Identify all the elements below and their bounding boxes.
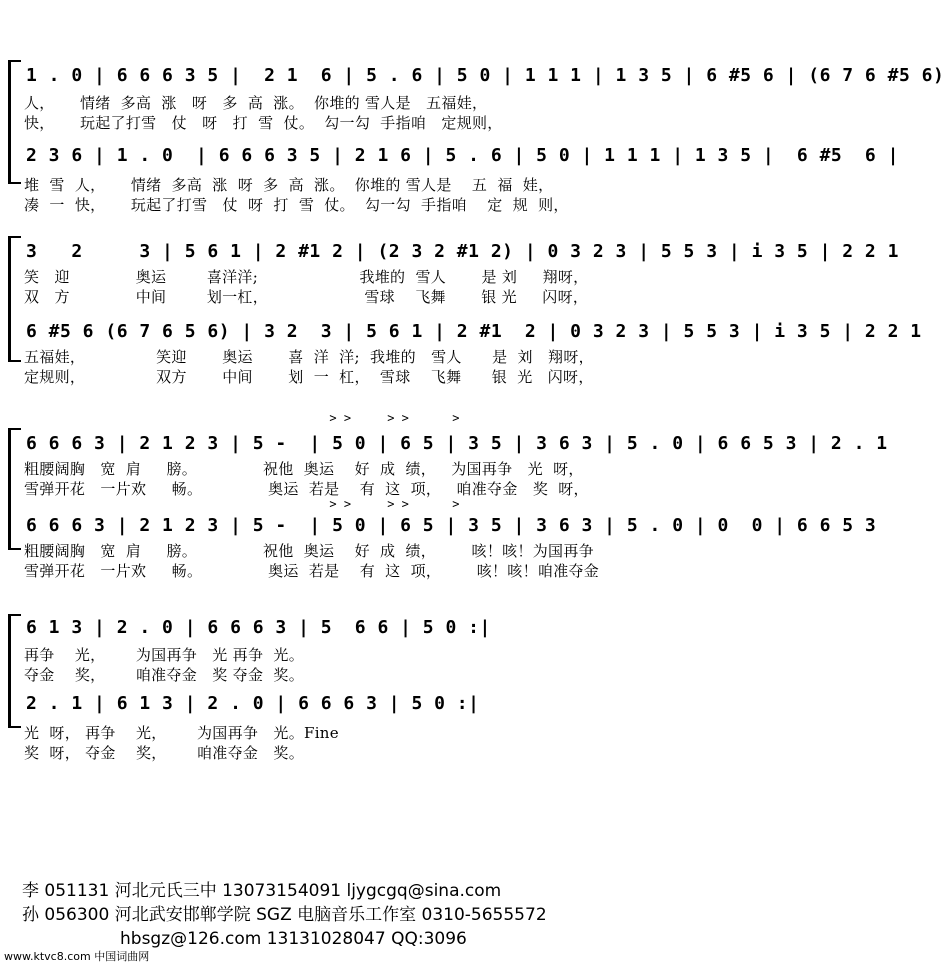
lyric-line-1: 光 呀， 再争 光， 为国再争 光。Fine	[24, 724, 339, 742]
system-bracket	[8, 428, 21, 550]
credit-line-2: 孙 056300 河北武安邯郸学院 SGZ 电脑音乐工作室 0310-5655572	[22, 905, 547, 925]
lyric-line-1: 五福娃， 笑迎 奥运 喜 洋 洋; 我堆的 雪人 是 刘 翔呀，	[24, 348, 594, 366]
notation-line-lower: 6 #5 6 (6 7 6 5 6) | 3 2 3 | 5 6 1 | 2 #1 2 | 0 3 2 3 | 5 5 3 | i 3 5 | 2 2 1	[26, 321, 922, 342]
notation-line-lower: 2 3 6 | 1 . 0 | 6 6 6 3 5 | 2 1 6 | 5 . 6 | 5 0 | 1 1 1 | 1 3 5 | 6 #5 6 |	[26, 145, 899, 166]
system-bracket	[8, 60, 21, 184]
lyric-line-1: 粗腰阔胸 宽 肩 膀。 祝他 奥运 好 成 绩， 为国再争 光 呀，	[24, 460, 584, 478]
credit-line-1: 李 051131 河北元氏三中 13073154091 ljygcgq@sina.com	[22, 881, 502, 901]
lyric-line-2: 双 方 中间 划一杠， 雪球 飞舞 银 光 闪呀，	[24, 288, 589, 306]
system-bracket	[8, 614, 21, 728]
notation-line-lower: 2 . 1 | 6 1 3 | 2 . 0 | 6 6 6 3 | 5 0 :|	[26, 693, 480, 714]
lyric-line-1: 笑 迎 奥运 喜洋洋; 我堆的 雪人 是 刘 翔呀，	[24, 268, 589, 286]
notation-line-upper: 6 6 6 3 | 2 1 2 3 | 5 - | 5 0 | 6 5 | 3 5 | 3 6 3 | 5 . 0 | 6 6 5 3 | 2 . 1	[26, 433, 888, 454]
accent-marks: > > > > >	[26, 411, 460, 425]
notation-line-upper: 6 1 3 | 2 . 0 | 6 6 6 3 | 5 6 6 | 5 0 :|	[26, 617, 491, 638]
lyric-line-2: 定规则， 双方 中间 划 一 杠， 雪球 飞舞 银 光 闪呀，	[24, 368, 594, 386]
lyric-line-1: 再争 光， 为国再争 光 再争 光。	[24, 646, 304, 664]
credit-line-3: hbsgz@126.com 13131028047 QQ:3096	[120, 929, 467, 949]
notation-line-upper: 3 2 3 | 5 6 1 | 2 #1 2 | (2 3 2 #1 2) | 0 3 2 3 | 5 5 3 | i 3 5 | 2 2 1	[26, 241, 899, 262]
lyric-line-2: 凑 一 快， 玩起了打雪 仗 呀 打 雪 仗。 勾一勾 手指咱 定 规 则，	[24, 196, 569, 214]
lyric-line-2: 雪弹开花 一片欢 畅。 奥运 若是 有 这 项， 咳！咳！咱准夺金	[24, 562, 600, 580]
notation-line-upper: 1 . 0 | 6 6 6 3 5 | 2 1 6 | 5 . 6 | 5 0 | 1 1 1 | 1 3 5 | 6 #5 6 | (6 7 6 #5 6)	[26, 65, 944, 86]
lyric-line-2: 雪弹开花 一片欢 畅。 奥运 若是 有 这 项， 咱准夺金 奖 呀，	[24, 480, 589, 498]
lyric-line-2: 快， 玩起了打雪 仗 呀 打 雪 仗。 勾一勾 手指咱 定规则，	[24, 114, 503, 132]
lyric-line-1: 堆 雪 人， 情绪 多高 涨 呀 多 高 涨。 你堆的 雪人是 五 福 娃，	[24, 176, 554, 194]
lyric-line-2: 夺金 奖， 咱准夺金 奖 夺金 奖。	[24, 666, 304, 684]
lyric-line-1: 粗腰阔胸 宽 肩 膀。 祝他 奥运 好 成 绩， 咳！咳！为国再争	[24, 542, 594, 560]
site-watermark: www.ktvc8.com 中国词曲网	[4, 950, 150, 963]
lyric-line-1: 人， 情绪 多高 涨 呀 多 高 涨。 你堆的 雪人是 五福娃，	[24, 94, 488, 112]
accent-marks: > > > > >	[26, 497, 460, 511]
notation-line-lower: 6 6 6 3 | 2 1 2 3 | 5 - | 5 0 | 6 5 | 3 5 | 3 6 3 | 5 . 0 | 0 0 | 6 6 5 3	[26, 515, 877, 536]
lyric-line-2: 奖 呀， 夺金 奖， 咱准夺金 奖。	[24, 744, 304, 762]
system-bracket	[8, 236, 21, 362]
